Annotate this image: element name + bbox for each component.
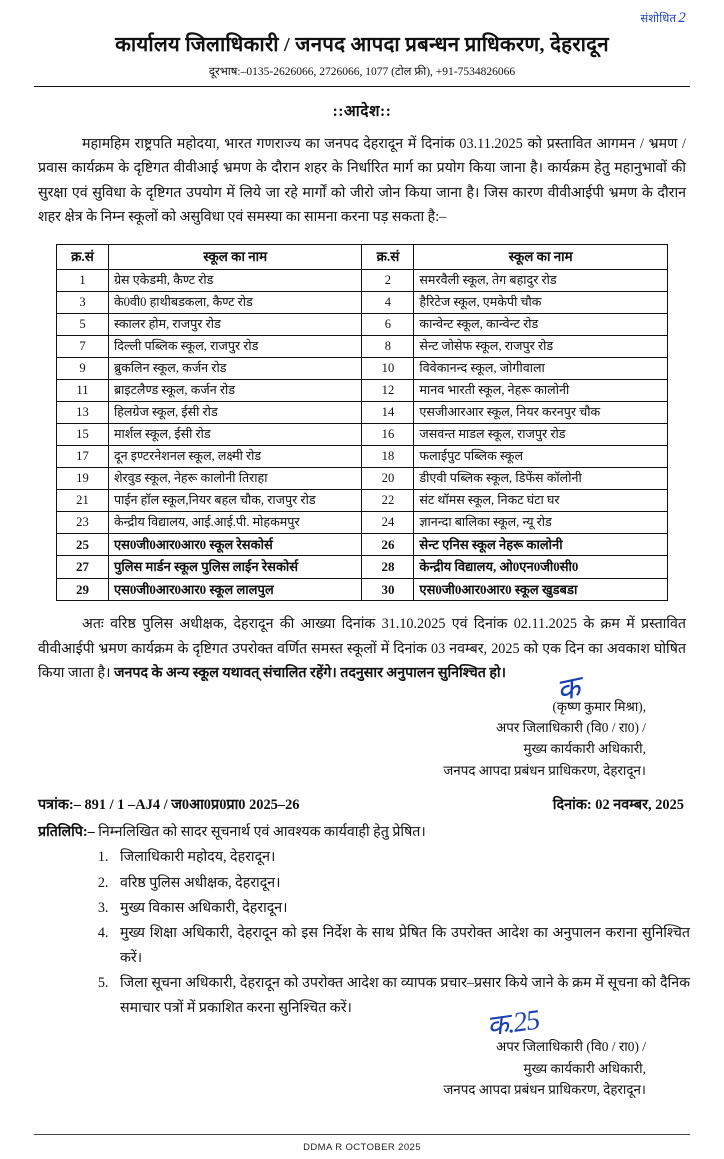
cell-sno-2: 6 xyxy=(362,313,414,335)
cell-school-1: एस0जी0आर0आर0 स्कूल रेसकोर्स xyxy=(108,533,362,556)
cell-sno-1: 1 xyxy=(57,269,109,291)
col-header-sno-2: क्र.सं xyxy=(362,244,414,269)
cell-school-2: एसजीआरआर स्कूल, नियर करनपुर चौक xyxy=(414,401,668,423)
signatory-designation-1b: मुख्य कार्यकारी अधिकारी, xyxy=(523,741,646,757)
table-row xyxy=(57,269,668,291)
order-paragraph-text: अतः वरिष्ठ पुलिस अधीक्षक, देहरादून की आख्या दिनांक 31.10.2025 एवं दिनांक 02.11.2025 के क्रम में प्रस्तावित वीवीआईपी भ्रमण कार्यक्रम के दृष्टिगत उपरोक्त वर्णित समस्त स्कूलों में दिनांक 03 नवम्बर, 2025 को एक दिन का अवकाश घोषित किया जाता है। xyxy=(38,616,686,682)
cell-school-2: केन्द्रीय विद्यालय, ओ0एन0जी0सी0 xyxy=(414,556,668,579)
signatory-designation-2b: मुख्य कार्यकारी अधिकारी, xyxy=(523,1060,646,1076)
signature-block-2 xyxy=(34,1004,690,1100)
table-row xyxy=(57,533,668,556)
table-row xyxy=(57,313,668,335)
cell-school-1: एस0जी0आर0आर0 स्कूल लालपुल xyxy=(108,578,362,601)
table-row xyxy=(57,357,668,379)
cell-sno-2: 22 xyxy=(362,489,414,511)
cell-sno-2: 18 xyxy=(362,445,414,467)
table-row xyxy=(57,578,668,601)
cell-sno-2: 16 xyxy=(362,423,414,445)
schools-table xyxy=(56,244,668,602)
table-row xyxy=(57,401,668,423)
cell-sno-1: 29 xyxy=(57,578,109,601)
cell-sno-2: 2 xyxy=(362,269,414,291)
table-row xyxy=(57,467,668,489)
col-header-school-2: स्कूल का नाम xyxy=(414,244,668,269)
intro-paragraph: महामहिम राष्ट्रपति महोदया, भारत गणराज्य का जनपद देहरादून में दिनांक 03.11.2025 को प्रस्तावित आगमन / भ्रमण / प्रवास कार्यक्रम के दृष्टिगत वीवीआई भ्रमण के दौरान शहर के निर्धारित मार्ग का प्रयोग किया जाना है। कार्यक्रम हेतु महानुभावों की सुरक्षा एवं सुविधा के दृष्टिगत उपयोग में लिये जा रहे मार्गों को जीरो जोन किया जाना है। जिस कारण वीवीआईपी भ्रमण के दौरान शहर क्षेत्र के निम्न स्कूलों को असुविधा एवं समस्या का सामना करना पड़ सकता है:– xyxy=(38,136,686,226)
cell-school-1: दून इण्टरनेशनल स्कूल, लक्ष्मी रोड xyxy=(108,445,362,467)
cell-sno-1: 17 xyxy=(57,445,109,467)
copy-to-list xyxy=(34,845,690,1020)
cell-sno-1: 9 xyxy=(57,357,109,379)
table-row xyxy=(57,556,668,579)
cell-sno-2: 28 xyxy=(362,556,414,579)
signature-scribble-1: क xyxy=(553,670,582,708)
cell-school-1: ब्रुकलिन स्कूल, कर्जन रोड xyxy=(108,357,362,379)
cell-school-2: हैरिटेज स्कूल, एमकेपी चौक xyxy=(414,291,668,313)
cell-school-1: पुलिस मार्डन स्कूल पुलिस लाईन रेसकोर्स xyxy=(108,556,362,579)
revision-note-mark: 2 xyxy=(678,10,686,26)
letter-meta-row xyxy=(34,795,690,814)
cell-school-2: जसवन्त माडल स्कूल, राजपुर रोड xyxy=(414,423,668,445)
signatory-name-1: (कृष्ण कुमार मिश्रा), xyxy=(552,698,646,714)
office-title: कार्यालय जिलाधिकारी / जनपद आपदा प्रबन्धन प्राधिकरण, देहरादून xyxy=(115,34,609,56)
cell-school-1: केन्द्रीय विद्यालय, आई.आई.पी. मोहकमपुर xyxy=(108,511,362,533)
copy-to-label: प्रतिलिपि:– xyxy=(38,824,95,841)
list-item: 2. वरिष्ठ पुलिस अधीक्षक, देहरादून। xyxy=(112,871,690,895)
cell-school-2: ज्ञानन्दा बालिका स्कूल, न्यू रोड xyxy=(414,511,668,533)
list-item: 5. जिला सूचना अधिकारी, देहरादून को उपरोक्त आदेश का व्यापक प्रचार–प्रसार किये जाने के क्रम में सूचना को दैनिक समाचार पत्रों में प्रकाशित करना सुनिश्चित करें। xyxy=(112,971,690,1020)
letter-date: दिनांक: 02 नवम्बर, 2025 xyxy=(552,797,684,814)
table-row xyxy=(57,423,668,445)
signatory-designation-1a: अपर जिलाधिकारी (वि0 / रा0) / xyxy=(495,719,646,735)
cell-school-2: सेन्ट जोसेफ स्कूल, राजपुर रोड xyxy=(414,335,668,357)
cell-school-1: पाईन हॉल स्कूल,नियर बहल चौक, राजपुर रोड xyxy=(108,489,362,511)
cell-school-2: संट थॉमस स्कूल, निकट घंटा घर xyxy=(414,489,668,511)
cell-sno-1: 25 xyxy=(57,533,109,556)
table-row xyxy=(57,291,668,313)
cell-school-1: हिलग्रेज स्कूल, ईसी रोड xyxy=(108,401,362,423)
cell-school-2: विवेकानन्द स्कूल, जोगीवाला xyxy=(414,357,668,379)
cell-school-1: ग्रेस एकेडमी, कैण्ट रोड xyxy=(108,269,362,291)
cell-sno-2: 26 xyxy=(362,533,414,556)
cell-school-1: दिल्ली पब्लिक स्कूल, राजपुर रोड xyxy=(108,335,362,357)
cell-sno-1: 15 xyxy=(57,423,109,445)
cell-sno-2: 12 xyxy=(362,379,414,401)
list-item: 1. जिलाधिकारी महोदय, देहरादून। xyxy=(112,845,690,869)
header-divider xyxy=(34,86,690,87)
order-paragraph xyxy=(38,612,686,685)
letter-number: पत्रांक:– 891 / 1 –AJ4 / ज0आ0प्र0प्रा0 2025–26 xyxy=(38,797,300,814)
cell-sno-1: 13 xyxy=(57,401,109,423)
order-title: ::आदेश:: xyxy=(332,103,392,120)
copy-to-intro: निम्नलिखित को सादर सूचनार्थ एवं आवश्यक कार्यवाही हेतु प्रेषित। xyxy=(98,824,426,841)
list-item: 3. मुख्य विकास अधिकारी, देहरादून। xyxy=(112,896,690,920)
cell-sno-1: 7 xyxy=(57,335,109,357)
signatory-office-1: जनपद आपदा प्रबंधन प्राधिकरण, देहरादून। xyxy=(443,762,646,778)
table-row xyxy=(57,445,668,467)
cell-sno-2: 24 xyxy=(362,511,414,533)
table-row xyxy=(57,335,668,357)
list-item: 4. मुख्य शिक्षा अधिकारी, देहरादून को इस निर्देश के साथ प्रेषित कि उपरोक्त आदेश का अनुपालन कराना सुनिश्चित करें। xyxy=(112,921,690,970)
cell-school-1: ब्राइटलैण्ड स्कूल, कर्जन रोड xyxy=(108,379,362,401)
table-row xyxy=(57,489,668,511)
cell-school-1: के0वी0 हाथीबडकला, कैण्ट रोड xyxy=(108,291,362,313)
cell-sno-1: 3 xyxy=(57,291,109,313)
cell-school-2: डीएवी पब्लिक स्कूल, डिफेंस कॉलोनी xyxy=(414,467,668,489)
copy-to-heading xyxy=(34,822,690,841)
order-paragraph-emphasis: जनपद के अन्य स्कूल यथावत् संचालित रहेंगे। तदनुसार अनुपालन सुनिश्चित हो। xyxy=(114,665,506,682)
cell-sno-2: 30 xyxy=(362,578,414,601)
cell-school-2: एस0जी0आर0आर0 स्कूल खुडबडा xyxy=(414,578,668,601)
cell-school-1: स्कालर होम, राजपुर रोड xyxy=(108,313,362,335)
cell-sno-1: 19 xyxy=(57,467,109,489)
cell-school-2: मानव भारती स्कूल, नेहरू कालोनी xyxy=(414,379,668,401)
phone-line: दूरभाष:–0135-2626066, 2726066, 1077 (टोल फ्री), +91-7534826066 xyxy=(208,66,516,78)
cell-sno-1: 11 xyxy=(57,379,109,401)
col-header-sno-1: क्र.सं xyxy=(57,244,109,269)
cell-school-2: कान्वेन्ट स्कूल, कान्वेन्ट रोड xyxy=(414,313,668,335)
cell-sno-1: 5 xyxy=(57,313,109,335)
cell-sno-1: 23 xyxy=(57,511,109,533)
cell-school-2: समरवैली स्कूल, तेग बहादुर रोड xyxy=(414,269,668,291)
cell-sno-2: 4 xyxy=(362,291,414,313)
table-row xyxy=(57,511,668,533)
signatory-designation-2a: अपर जिलाधिकारी (वि0 / रा0) / xyxy=(495,1039,646,1055)
cell-school-1: मार्शल स्कूल, ईसी रोड xyxy=(108,423,362,445)
cell-school-1: शेरवुड स्कूल, नेहरू कालोनी तिराहा xyxy=(108,467,362,489)
col-header-school-1: स्कूल का नाम xyxy=(108,244,362,269)
revision-note-text: संशोधित xyxy=(640,13,677,25)
table-row xyxy=(57,379,668,401)
cell-sno-1: 21 xyxy=(57,489,109,511)
schools-table-body xyxy=(57,269,668,601)
cell-sno-1: 27 xyxy=(57,556,109,579)
cell-school-2: फलाईपुट पब्लिक स्कूल xyxy=(414,445,668,467)
table-header-row xyxy=(57,244,668,269)
cell-sno-2: 20 xyxy=(362,467,414,489)
cell-sno-2: 8 xyxy=(362,335,414,357)
page-footer: DDMA R OCTOBER 2025 xyxy=(34,1134,690,1153)
cell-school-2: सेन्ट एनिस स्कूल नेहरू कालोनी xyxy=(414,533,668,556)
cell-sno-2: 14 xyxy=(362,401,414,423)
signature-scribble-2: क.25 xyxy=(485,1004,542,1043)
cell-sno-2: 10 xyxy=(362,357,414,379)
signatory-office-2: जनपद आपदा प्रबंधन प्राधिकरण, देहरादून। xyxy=(443,1081,646,1097)
revision-note xyxy=(34,10,690,26)
